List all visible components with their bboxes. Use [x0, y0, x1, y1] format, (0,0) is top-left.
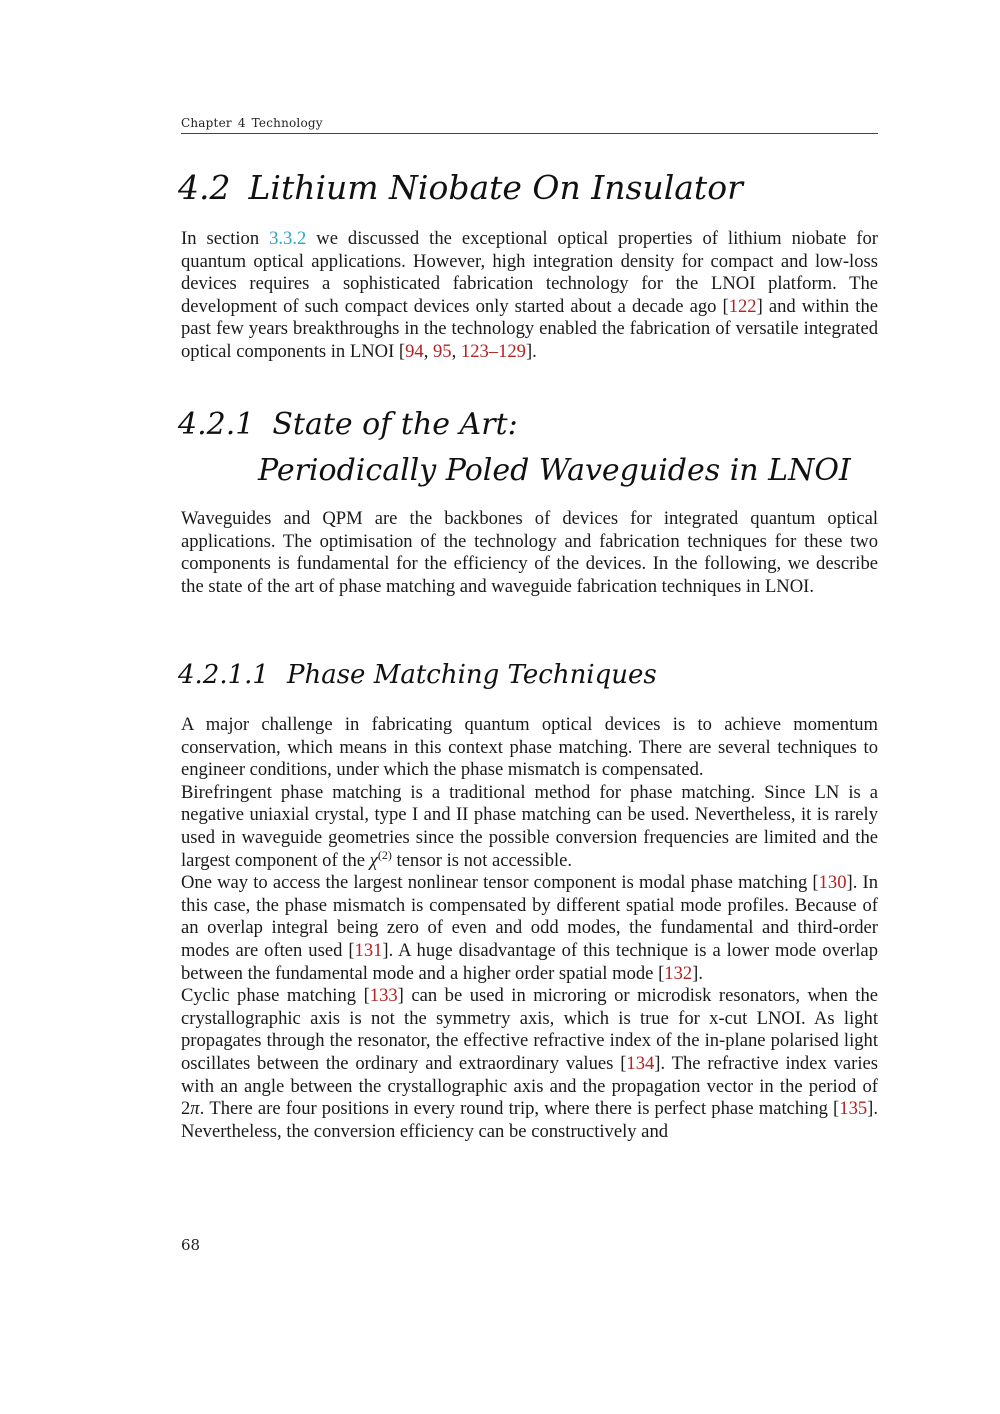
subsection-title-line1: State of the Art:: [272, 407, 518, 442]
cyclic-text-3: ]. The refractive index varies with an angle between the crystallographic axis and the propagation vector in the period of 2: [181, 1052, 878, 1120]
citation-link[interactable]: 94: [405, 340, 424, 362]
section-heading: [178, 168, 743, 207]
running-head: [181, 116, 878, 134]
modal-text-3: ]. A huge disadvantage of this technique is a lower mode overlap between the fundamental mode and a higher order spatial mode [: [181, 939, 878, 984]
cyclic-text-4: . There are four positions in every round trip, where there is perfect phase matching [: [199, 1098, 840, 1120]
intro-paragraph: [181, 228, 878, 364]
cyclic-text-2: ] can be used in microring or microdisk resonators, when the crystallographic axis is not the symmetry axis, which is true for x-cut LNOI. As light propagates through the resonator, the effective refractive index of the in-plane polarised light oscillates between the ordinary and extraordinary values [: [181, 985, 878, 1074]
section-title: Lithium Niobate On Insulator: [248, 168, 743, 207]
intro-text-3: ] and within the past few years breakthroughs in the technology enabled the fabrication of versatile integrated optical components in LNOI [: [181, 295, 878, 362]
modal-text-1: One way to access the largest nonlinear tensor component is modal phase matching [: [181, 872, 819, 894]
subsubsection-title: Phase Matching Techniques: [286, 660, 657, 690]
modal-text-2: ]. In this case, the phase mismatch is compensated by different spatial mode profiles. Because of an overlap integral being zero of even and odd modes, the fundamental and third-order modes are often used [: [181, 872, 878, 961]
page-number: 68: [181, 1236, 201, 1254]
citation-link[interactable]: 95: [433, 340, 452, 362]
modal-text-4: ].: [692, 962, 703, 984]
cyclic-text-1: Cyclic phase matching [: [181, 985, 370, 1007]
citation-link[interactable]: 133: [369, 985, 398, 1007]
citation-link[interactable]: 130: [818, 872, 847, 894]
phase-matching-section: [181, 714, 878, 1143]
running-head-chapter-number: 4: [237, 116, 246, 130]
intro-text-1: In section: [181, 228, 270, 249]
intro-text-4: ].: [525, 340, 537, 362]
cyclic-text-5: ]. Nevertheless, the conversion efficiency can be constructively and: [181, 1098, 878, 1142]
paragraph-cyclic: [181, 985, 878, 1143]
subsubsection-heading: [178, 660, 657, 690]
section-number: 4.2: [178, 168, 231, 207]
citation-link[interactable]: 134: [626, 1052, 655, 1074]
subsection-heading: [178, 402, 851, 494]
chi-symbol: χ: [369, 849, 378, 871]
subsection-title-line2: Periodically Poled Waveguides in LNOI: [258, 453, 851, 488]
citation-separator: ,: [451, 340, 461, 362]
subsubsection-number: 4.2.1.1: [178, 660, 269, 690]
section-reference-link[interactable]: 3.3.2: [269, 228, 307, 249]
paragraph-birefringent: [181, 782, 878, 872]
citation-link[interactable]: 123–129: [460, 340, 526, 362]
paragraph-modal: [181, 872, 878, 985]
paragraph-momentum: A major challenge in fabricating quantum optical devices is to achieve momentum conservation, which means in this context phase matching. There are several techniques to engineer conditions, under which the phase mismatch is compensated.: [181, 714, 878, 781]
citation-link[interactable]: 132: [664, 962, 693, 984]
pi-symbol: π: [190, 1098, 200, 1120]
subsection-number: 4.2.1: [178, 407, 255, 442]
birefringent-text-1: Birefringent phase matching is a traditional method for phase matching. Since LN is a negative uniaxial crystal, type I and II phase matching can be used. Nevertheless, it is rarely used in waveguide geometries since the possible conversion frequencies are limited and the largest component of the: [181, 781, 878, 871]
citation-link[interactable]: 131: [354, 939, 383, 961]
citation-link[interactable]: 135: [839, 1098, 868, 1120]
running-head-chapter-word: Chapter: [181, 116, 232, 130]
citation-link[interactable]: 122: [728, 295, 757, 317]
intro-text-2: we discussed the exceptional optical properties of lithium niobate for quantum optical applications. However, high integration density for compact and low-loss devices requires a sophisticated fabrication technology for the LNOI platform. The development of such compact devices only started about a decade ago [: [181, 228, 878, 317]
state-of-art-paragraph: [181, 508, 878, 598]
running-head-chapter-title: Technology: [251, 116, 323, 130]
birefringent-text-2: tensor is not accessible.: [391, 849, 573, 871]
state-of-art-text: Waveguides and QPM are the backbones of devices for integrated quantum optical applications. The optimisation of the technology and fabrication techniques for these two components is fundamental for the efficiency of the devices. In the following, we describe the state of the art of phase matching and waveguide fabrication techniques in LNOI.: [181, 508, 878, 597]
citation-separator: ,: [423, 340, 433, 362]
chi-superscript: (2): [377, 847, 392, 862]
